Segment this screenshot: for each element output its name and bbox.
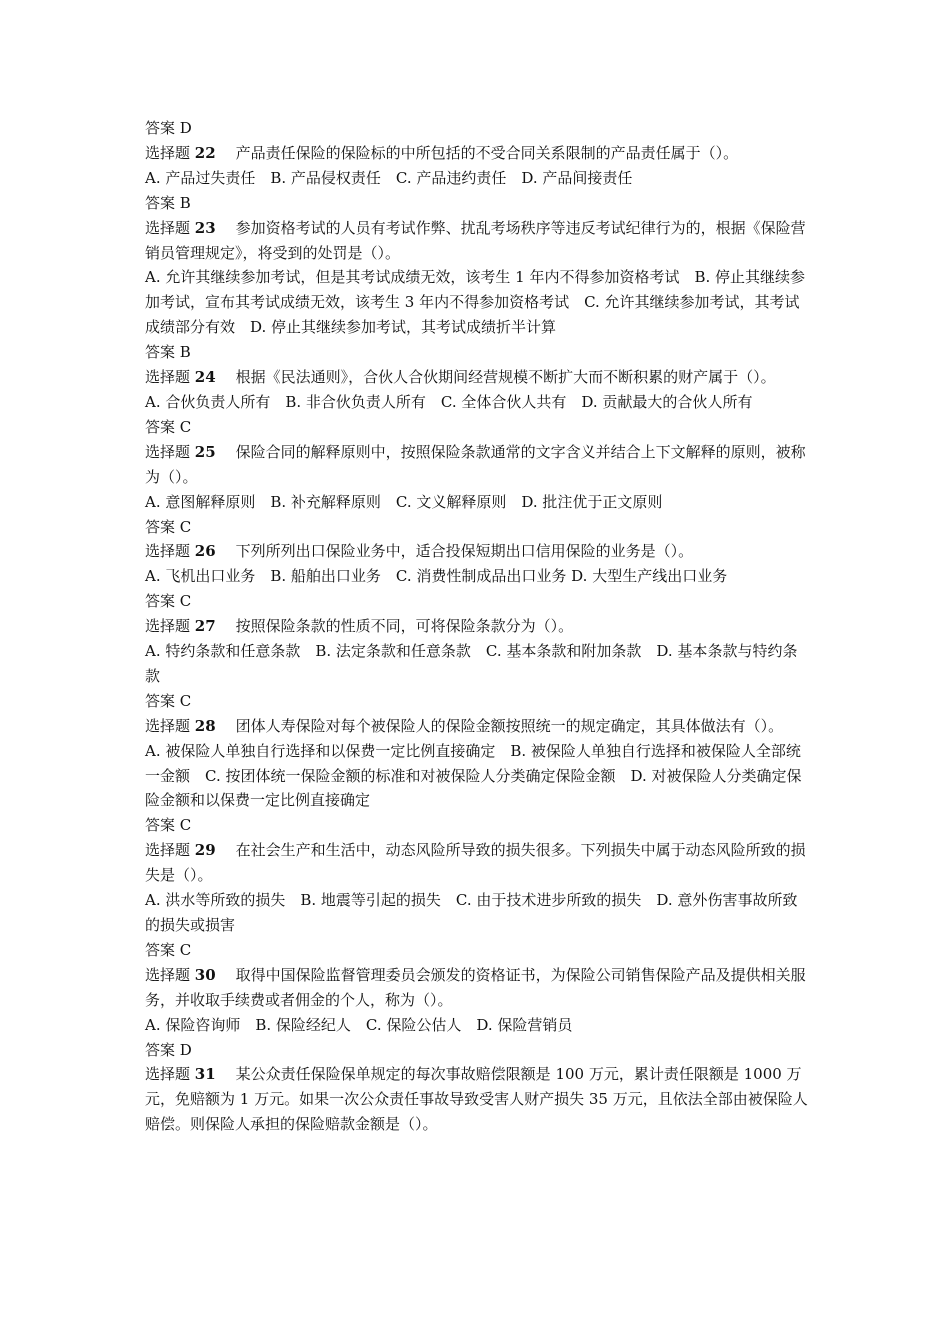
- answer-line: 答案 C: [145, 517, 192, 536]
- question-label: 选择题: [145, 442, 191, 461]
- question-label: 选择题: [145, 368, 191, 387]
- answer-line: 答案 C: [145, 940, 192, 959]
- question-text: 某公众责任保险保单规定的每次事故赔偿限额是 100 万元，累计责任限额是 1000 万元，免赔额为 1 万元。如果一次公众责任事故导致受害人财产损失 35 万元，且依法全部由被保险人赔偿。则保险人承担的保险赔款金额是（）。: [145, 1065, 808, 1134]
- question-stem: [145, 614, 809, 639]
- question-options: A. 特约条款和任意条款 B. 法定条款和任意条款 C. 基本条款和附加条款 D. 基本条款与特约条款: [145, 642, 798, 685]
- question-label: 选择题: [145, 841, 191, 860]
- question-number: 25: [194, 442, 216, 461]
- answer-line: 答案 D: [145, 1040, 192, 1059]
- question-options: A. 允许其继续参加考试，但是其考试成绩无效，该考生 1 年内不得参加资格考试 B. 停止其继续参加考试，宣布其考试成绩无效，该考生 3 年内不得参加资格考试 C. 允许其继续参加考试，其考试成绩部分有效 D. 停止其继续参加考试，其考试成绩折半计算: [145, 268, 806, 337]
- question-label: 选择题: [145, 218, 191, 237]
- question-text: 团体人寿保险对每个被保险人的保险金额按照统一的规定确定，其具体做法有（）。: [235, 716, 784, 735]
- answer-line: 答案 B: [145, 343, 191, 362]
- question-stem: [145, 838, 809, 888]
- answer-line: 答案 B: [145, 193, 191, 212]
- question-stem: [145, 365, 809, 390]
- question-number: 28: [194, 716, 216, 735]
- answer-line: 答案 D: [145, 119, 192, 137]
- question-stem: [145, 714, 809, 739]
- question-options: A. 被保险人单独自行选择和以保费一定比例直接确定 B. 被保险人单独自行选择和被保险人全部统一金额 C. 按团体统一保险金额的标准和对被保险人分类确定保险金额 D. 对被保险人分类确定保险金额和以保费一定比例直接确定: [145, 741, 802, 810]
- question-label: 选择题: [145, 716, 191, 735]
- question-options: A. 合伙负责人所有 B. 非合伙负责人所有 C. 全体合伙人共有 D. 贡献最大的合伙人所有: [145, 392, 753, 411]
- answer-line: 答案 C: [145, 592, 192, 611]
- question-stem: [145, 539, 809, 564]
- question-label: 选择题: [145, 965, 191, 984]
- question-stem: [145, 440, 809, 490]
- answer-line: 答案 C: [145, 816, 192, 835]
- document-page: [145, 116, 809, 1137]
- answer-line: 答案 C: [145, 691, 192, 710]
- question-text: 取得中国保险监督管理委员会颁发的资格证书，为保险公司销售保险产品及提供相关服务，并收取手续费或者佣金的个人，称为（）。: [145, 965, 806, 1009]
- question-number: 30: [194, 965, 216, 984]
- answer-line: 答案 C: [145, 417, 192, 436]
- question-number: 23: [194, 218, 216, 237]
- question-stem: [145, 1062, 809, 1137]
- question-options: A. 产品过失责任 B. 产品侵权责任 C. 产品违约责任 D. 产品间接责任: [145, 168, 633, 187]
- question-stem: [145, 141, 809, 166]
- question-text: 产品责任保险的保险标的中所包括的不受合同关系限制的产品责任属于（）。: [235, 143, 739, 162]
- question-label: 选择题: [145, 1065, 191, 1084]
- question-number: 24: [194, 368, 216, 387]
- question-options: A. 保险咨询师 B. 保险经纪人 C. 保险公估人 D. 保险营销员: [145, 1015, 573, 1034]
- question-number: 29: [194, 841, 216, 860]
- question-number: 27: [194, 617, 216, 636]
- question-options: A. 意图解释原则 B. 补充解释原则 C. 文义解释原则 D. 批注优于正文原则: [145, 492, 663, 511]
- question-stem: [145, 216, 809, 266]
- question-label: 选择题: [145, 542, 191, 561]
- question-number: 31: [194, 1065, 216, 1084]
- question-text: 在社会生产和生活中，动态风险所导致的损失很多。下列损失中属于动态风险所致的损失是（）。: [145, 841, 806, 885]
- question-text: 参加资格考试的人员有考试作弊、扰乱考场秩序等违反考试纪律行为的，根据《保险营销员管理规定》，将受到的处罚是（）。: [145, 218, 806, 262]
- question-options: A. 洪水等所致的损失 B. 地震等引起的损失 C. 由于技术进步所致的损失 D. 意外伤害事故所致的损失或损害: [145, 891, 798, 934]
- question-label: 选择题: [145, 617, 191, 636]
- question-text: 按照保险条款的性质不同，可将保险条款分为（）。: [235, 617, 574, 636]
- question-stem: [145, 963, 809, 1013]
- question-label: 选择题: [145, 143, 191, 162]
- question-text: 保险合同的解释原则中，按照保险条款通常的文字含义并结合上下文解释的原则，被称为（）。: [145, 442, 806, 486]
- question-number: 22: [194, 143, 216, 162]
- question-options: A. 飞机出口业务 B. 船舶出口业务 C. 消费性制成品出口业务 D. 大型生产线出口业务: [145, 567, 728, 586]
- question-text: 下列所列出口保险业务中，适合投保短期出口信用保险的业务是（）。: [235, 542, 694, 561]
- question-text: 根据《民法通则》，合伙人合伙期间经营规模不断扩大而不断积累的财产属于（）。: [235, 368, 776, 387]
- question-number: 26: [194, 542, 216, 561]
